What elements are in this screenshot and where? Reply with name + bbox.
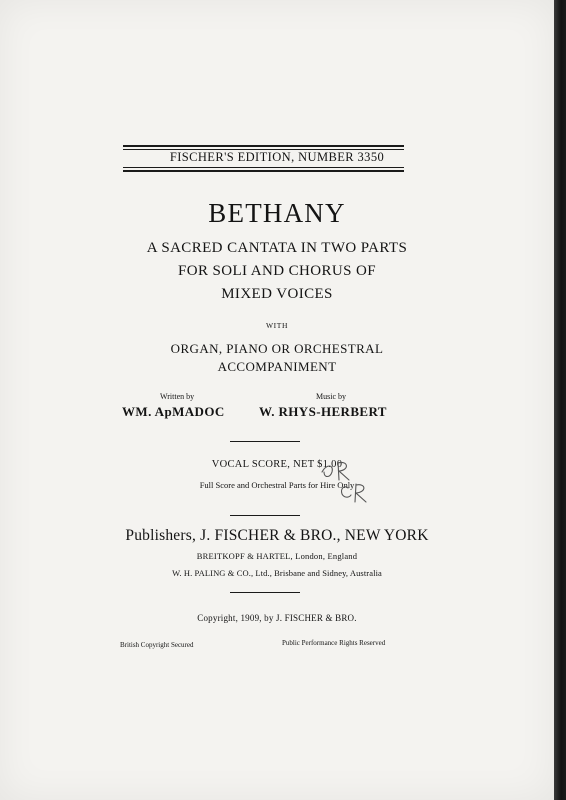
subtitle-line: MIXED VOICES — [221, 286, 333, 302]
copyright-line: Copyright, 1909, by J. FISCHER & BRO. — [197, 613, 357, 623]
top-rule — [123, 145, 404, 147]
hire-note: Full Score and Orchestral Parts for Hire Only — [199, 480, 355, 490]
divider — [230, 515, 300, 516]
agent-line: BREITKOPF & HARTEL, London, England — [196, 551, 358, 561]
publisher-line: Publishers, J. FISCHER & BRO., NEW YORK — [125, 527, 429, 544]
accompaniment-line: ORGAN, PIANO OR ORCHESTRAL — [170, 341, 384, 356]
subtitle-line: FOR SOLI AND CHORUS OF — [177, 263, 376, 279]
vocal-score-price: VOCAL SCORE, NET $1.00 — [211, 459, 343, 470]
music-by-label: Music by — [316, 392, 346, 401]
pencil-annotation-mark — [318, 458, 378, 512]
edition-number: FISCHER'S EDITION, NUMBER 3350 — [169, 150, 385, 164]
composer-name: W. RHYS-HERBERT — [259, 404, 387, 419]
bottom-rule — [123, 170, 404, 172]
with-label: WITH — [266, 321, 288, 330]
written-by-label: Written by — [160, 392, 195, 401]
accompaniment-line: ACCOMPANIMENT — [217, 359, 337, 374]
agent-line: W. H. PALING & CO., Ltd., Brisbane and Sidney, Australia — [172, 568, 382, 578]
british-copyright-note: British Copyright Secured — [120, 641, 194, 649]
writer-name: WM. ApMADOC — [122, 404, 225, 419]
bottom-rule-inner — [123, 167, 404, 168]
work-title: BETHANY — [208, 198, 346, 228]
subtitle-line: A SACRED CANTATA IN TWO PARTS — [146, 240, 408, 256]
divider — [230, 592, 300, 593]
page-edge-shadow — [554, 0, 566, 800]
performance-rights-note: Public Performance Rights Reserved — [282, 639, 386, 647]
divider — [230, 441, 300, 442]
